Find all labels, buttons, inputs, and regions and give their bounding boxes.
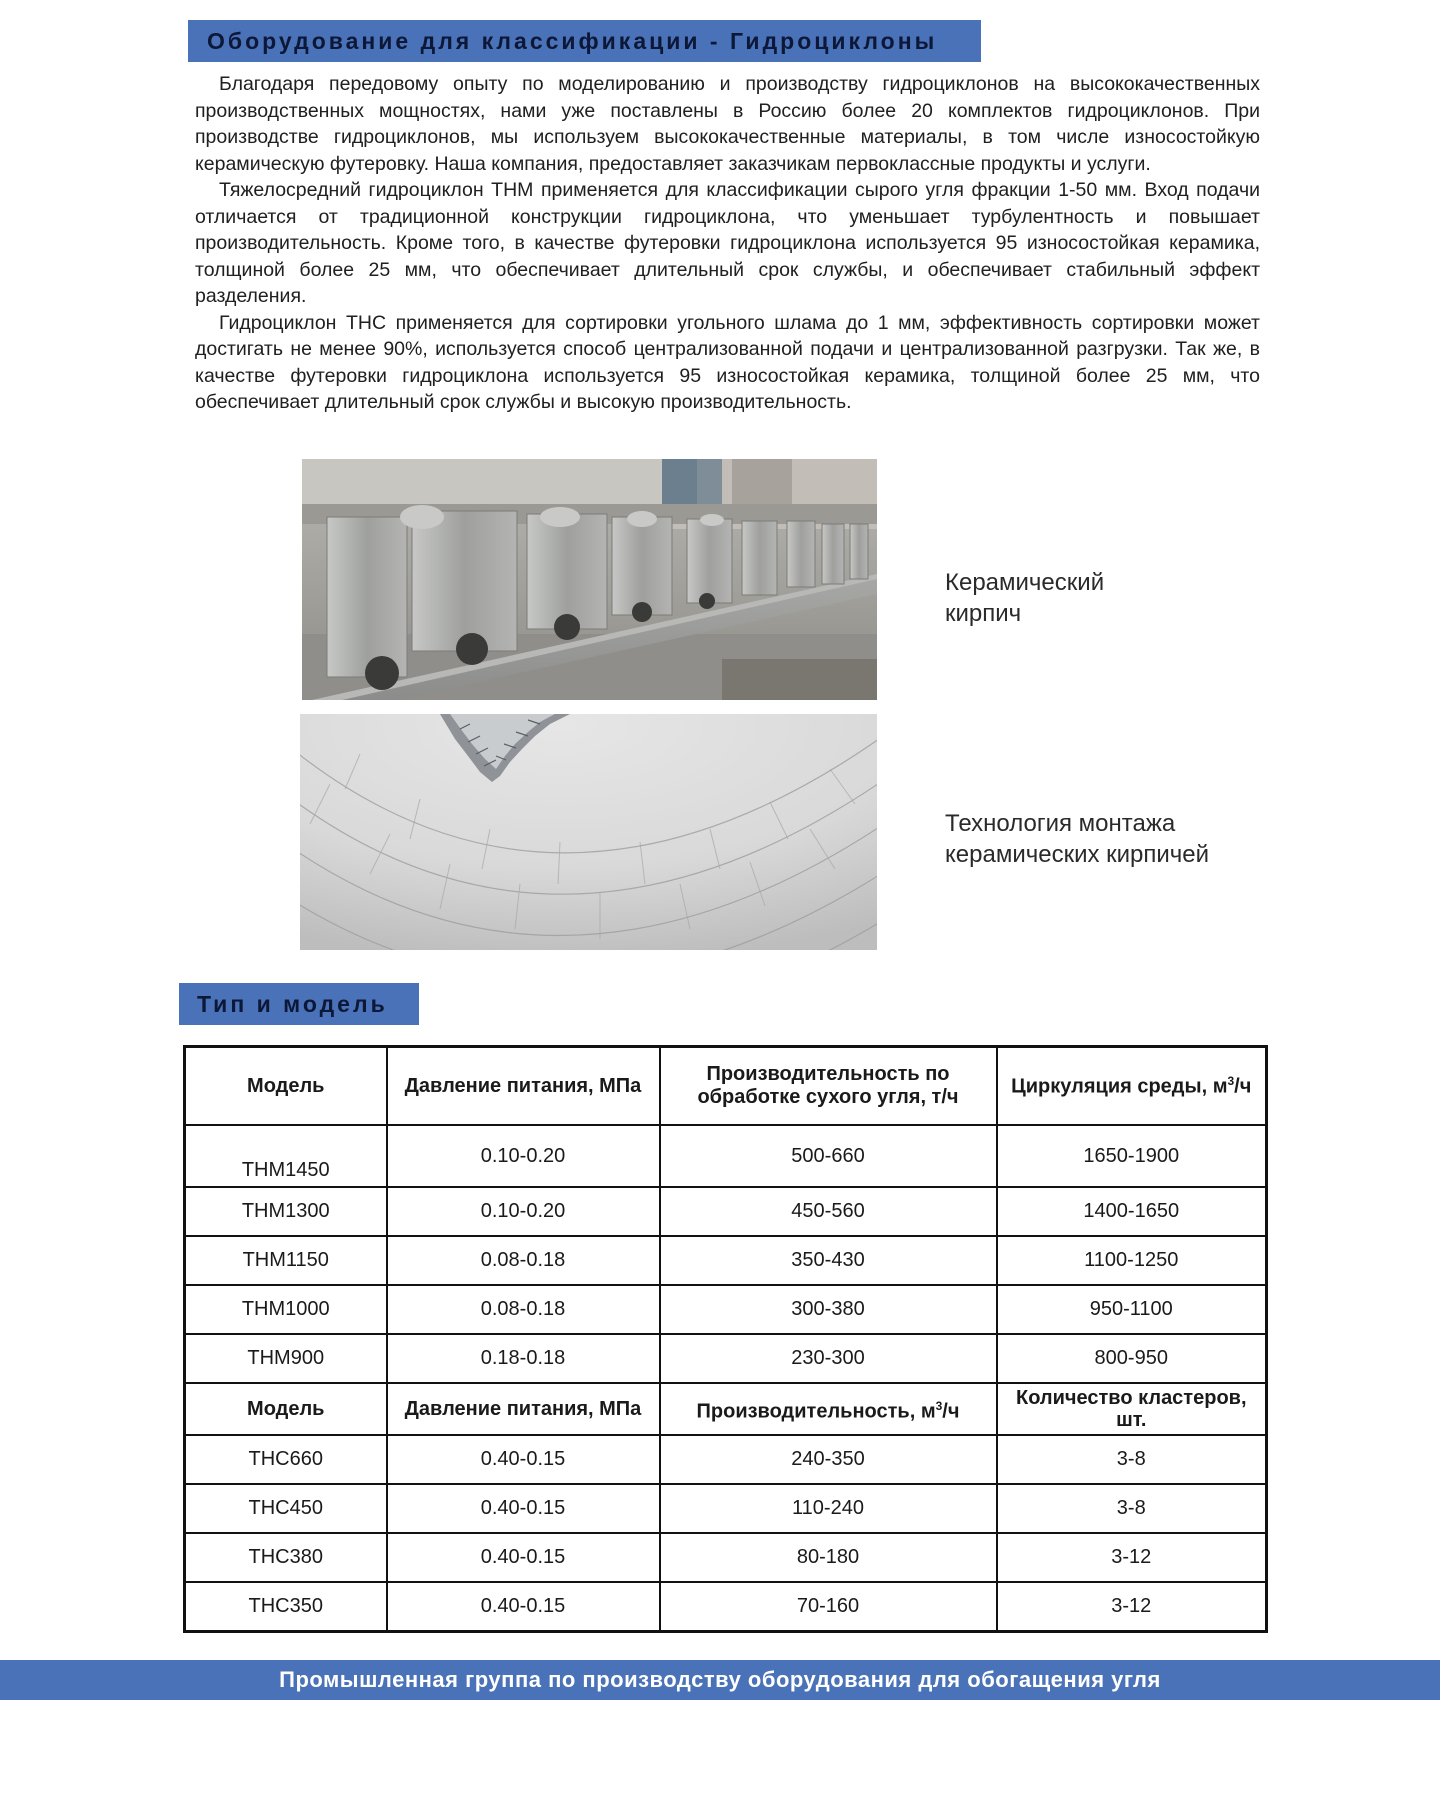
capacity-cell: 240-350 [660, 1435, 997, 1484]
lining-technology-caption-line-2: керамических кирпичей [945, 841, 1210, 868]
circulation-cell: 1100-1250 [997, 1236, 1267, 1285]
capacity-cell: 110-240 [660, 1484, 997, 1533]
ceramic-brick-caption [945, 567, 1245, 629]
ceramic-lining-image [300, 714, 877, 950]
header-medium-circulation: Циркуляция среды, $м^3/ч$ [997, 1047, 1267, 1126]
pressure-cell: 0.40-0.15 [387, 1435, 660, 1484]
capacity-cell: 350-430 [660, 1236, 997, 1285]
section-title: Тип и модель [197, 991, 388, 1017]
specifications-table [183, 1045, 1268, 1633]
model-cell: THC350 [185, 1582, 387, 1632]
thc-header-row [185, 1383, 1267, 1435]
circulation-cell: 1400-1650 [997, 1187, 1267, 1236]
clusters-cell: 3-8 [997, 1484, 1267, 1533]
clusters-cell: 3-12 [997, 1533, 1267, 1582]
pressure-cell: 0.40-0.15 [387, 1533, 660, 1582]
table-row [185, 1187, 1267, 1236]
circulation-cell: 1650-1900 [997, 1125, 1267, 1187]
intro-paragraph-1: Благодаря передовому опыту по моделированию и производству гидроциклонов на высококачественных производственных мощностях, нами уже поставлены в Россию более 20 комплектов гидроциклонов. При производстве гидроциклонов, мы используем высококачественные материалы, в том числе износостойкую керамическую футеровку. Наша компания, предоставляет заказчикам первоклассные продукты и услуги. [195, 73, 1260, 175]
table-row [185, 1125, 1267, 1187]
header-cluster-count: Количество кластеров, шт. [997, 1383, 1267, 1435]
clusters-cell: 3-12 [997, 1582, 1267, 1632]
section-title-banner [179, 983, 419, 1025]
table-row [185, 1285, 1267, 1334]
model-cell: THC380 [185, 1533, 387, 1582]
header-model: Модель [185, 1047, 387, 1126]
table-row [185, 1582, 1267, 1632]
header-pressure: Давление питания, МПа [387, 1383, 660, 1435]
model-cell: THC450 [185, 1484, 387, 1533]
capacity-cell: 80-180 [660, 1533, 997, 1582]
capacity-cell: 500-660 [660, 1125, 997, 1187]
model-cell: THM1000 [185, 1285, 387, 1334]
model-cell: THC660 [185, 1435, 387, 1484]
header-capacity: Производительность, $м^3/ч$ [660, 1383, 997, 1435]
ceramic-brick-image [302, 459, 877, 700]
ceramic-brick-caption-line-2: кирпич [945, 600, 1022, 627]
circulation-cell: 950-1100 [997, 1285, 1267, 1334]
capacity-cell: 70-160 [660, 1582, 997, 1632]
model-cell: THM1300 [185, 1187, 387, 1236]
pressure-cell: 0.40-0.15 [387, 1582, 660, 1632]
lining-technology-caption [945, 808, 1285, 870]
header-model: Модель [185, 1383, 387, 1435]
intro-text [195, 71, 1260, 416]
ceramic-lining-photo [300, 714, 877, 950]
lining-technology-caption-line-1: Технология монтажа [945, 810, 1176, 837]
intro-paragraph-2: Тяжелосредний гидроциклон THM применяется для классификации сырого угля фракции 1-50 мм. Вход подачи отличается от традиционной конструкции гидроциклона, что уменьшает турбулентность и повышает производительность. Кроме того, в качестве футеровки гидроциклона используется 95 износостойкая керамика, толщиной более 25 мм, что обеспечивает длительный срок службы, и обеспечивает стабильный эффект разделения. [195, 179, 1260, 307]
table-row [185, 1334, 1267, 1383]
pressure-cell: 0.08-0.18 [387, 1285, 660, 1334]
header-pressure: Давление питания, МПа [387, 1047, 660, 1126]
pressure-cell: 0.10-0.20 [387, 1187, 660, 1236]
table-row [185, 1533, 1267, 1582]
footer-banner [0, 1660, 1440, 1700]
intro-paragraph-3: Гидроциклон THC применяется для сортировки угольного шлама до 1 мм, эффективность сортировки может достигать не менее 90%, используется способ централизованной подачи и централизованной разгрузки. Так же, в качестве футеровки гидроциклона используется 95 износостойкая керамика, толщиной более 25 мм, что обеспечивает длительный срок службы и высокую производительность. [195, 311, 1260, 413]
capacity-cell: 300-380 [660, 1285, 997, 1334]
ceramic-brick-photo [302, 459, 877, 700]
pressure-cell: 0.40-0.15 [387, 1484, 660, 1533]
pressure-cell: 0.10-0.20 [387, 1125, 660, 1187]
model-cell: THM900 [185, 1334, 387, 1383]
table-row [185, 1236, 1267, 1285]
thm-header-row [185, 1047, 1267, 1126]
footer-text: Промышленная группа по производству оборудования для обогащения угля [279, 1667, 1161, 1692]
capacity-cell: 450-560 [660, 1187, 997, 1236]
page-title-banner [188, 20, 981, 62]
header-capacity-dry-coal: Производительность по обработке сухого угля, т/ч [660, 1047, 997, 1126]
table-row [185, 1484, 1267, 1533]
model-cell: THM1150 [185, 1236, 387, 1285]
page-title: Оборудование для классификации - Гидроциклоны [207, 28, 938, 54]
clusters-cell: 3-8 [997, 1435, 1267, 1484]
table-row [185, 1435, 1267, 1484]
ceramic-brick-caption-line-1: Керамический [945, 569, 1105, 596]
model-cell: THM1450 [185, 1125, 387, 1187]
pressure-cell: 0.18-0.18 [387, 1334, 660, 1383]
pressure-cell: 0.08-0.18 [387, 1236, 660, 1285]
capacity-cell: 230-300 [660, 1334, 997, 1383]
circulation-cell: 800-950 [997, 1334, 1267, 1383]
